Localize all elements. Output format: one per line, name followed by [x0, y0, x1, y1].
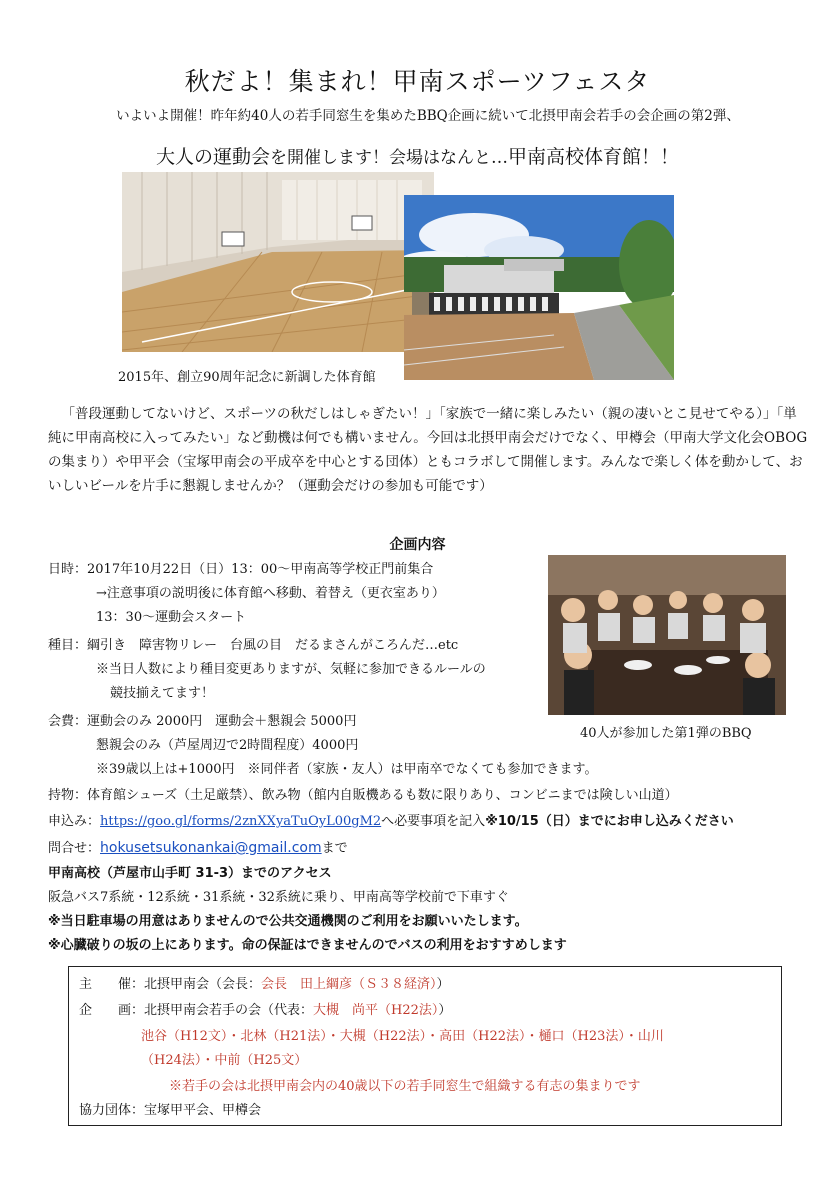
events-value: 綱引き 障害物リレー 台風の目 だるまさんがころんだ…etc — [87, 638, 459, 653]
intro-line-1: いよいよ開催！昨年約40人の若手同窓生を集めたBBQ企画に続いて北摂甲南会若手の会企画の第2弾、 — [116, 108, 740, 124]
parking-note: ※当日駐車場の用意はありませんので公共交通機関のご利用をお願いいたします。 — [48, 914, 528, 929]
contact-email-link[interactable]: hokusetsukonankai@gmail.com — [100, 840, 322, 856]
date-row — [48, 560, 433, 580]
fee-label: 会費： — [48, 714, 88, 729]
date-row-2: →注意事項の説明後に体育館へ移動、着替え（更衣室あり） — [96, 586, 445, 601]
intro-highlight: 大人の運動会 — [155, 146, 270, 168]
apply-deadline: ※10/15（日）までにお申し込みください — [485, 814, 734, 829]
coop-row — [79, 1101, 261, 1121]
events-note-1: ※当日人数により種目変更ありますが、気軽に参加できるルールの — [96, 662, 486, 677]
fee-row-3: ※39歳以上は+1000円 ※同伴者（家族・友人）は甲南卒でなくても参加できます。 — [96, 762, 598, 777]
access-text: 阪急バス7系統・12系統・31系統・32系統に乗り、甲南高等学校前で下車すぐ — [48, 890, 509, 905]
host-suffix: ） — [436, 977, 450, 992]
host-prefix: 北摂甲南会（会長： — [144, 977, 262, 992]
host-row — [79, 975, 450, 995]
bring-row — [48, 786, 678, 806]
fee-row-2: 懇親会のみ（芦屋周辺で2時間程度）4000円 — [96, 738, 359, 753]
slope-note: ※心臓破りの坂の上にあります。命の保証はできませんのでバスの利用をおすすめします — [48, 938, 567, 953]
plan-prefix: 北摂甲南会若手の会（代表： — [144, 1003, 314, 1018]
date-label: 日時： — [48, 562, 88, 577]
intro-line-2 — [0, 142, 835, 169]
intro-venue: 甲南高校体育館！！ — [508, 146, 680, 168]
intro-text: を開催します！会場はなんと… — [270, 148, 508, 168]
coop-value: 宝塚甲平会、甲樽会 — [144, 1103, 262, 1118]
fee-value-1: 運動会のみ 2000円 運動会＋懇親会 5000円 — [87, 714, 357, 729]
date-value: 2017年10月22日（日）13：00～甲南高等学校正門前集合 — [87, 562, 434, 577]
bring-label: 持物： — [48, 788, 88, 803]
gym-caption: 2015年、創立90周年記念に新調した体育館 — [118, 370, 376, 385]
plan-suffix: ） — [438, 1003, 452, 1018]
page-title: 秋だよ！集まれ！甲南スポーツフェスタ — [184, 67, 651, 96]
bbq-caption: 40人が参加した第1弾のBBQ — [580, 726, 752, 741]
date-row-3: 13：30～運動会スタート — [96, 610, 247, 625]
access-heading: 甲南高校（芦屋市山手町 31-3）までのアクセス — [48, 866, 332, 881]
invitation-paragraph — [48, 402, 808, 498]
events-row — [48, 636, 458, 656]
bring-value: 体育館シューズ（土足厳禁）、飲み物（館内自販機あるも数に限りあり、コンビニまでは険しい山道） — [87, 788, 678, 803]
apply-link[interactable]: https://goo.gl/forms/2znXXyaTuOyL00gM2 — [100, 814, 382, 829]
gym-photo — [122, 172, 434, 352]
plan-label: 企 画： — [79, 1003, 145, 1018]
events-note-2: 競技揃えてます！ — [110, 686, 215, 701]
apply-instruction: へ必要事項を記入 — [381, 814, 486, 829]
contact-label: 問合せ： — [48, 841, 101, 856]
host-name: 会長 田上綱彦（Ｓ３８経済） — [261, 977, 437, 992]
coop-label: 協力団体： — [79, 1103, 145, 1118]
fee-row — [48, 712, 356, 732]
contact-row — [48, 838, 348, 859]
host-label: 主 催： — [79, 977, 145, 992]
organizers-box — [68, 966, 782, 1126]
plan-row — [79, 1001, 451, 1021]
school-grounds-photo — [404, 195, 674, 380]
members-row-1: 池谷（H12文）・北林（H21法）・大槻（H22法）・高田（H22法）・樋口（H23法）・山川 — [141, 1029, 664, 1044]
invitation-text: 「普段運動してないけど、スポーツの秋だしはしゃぎたい！」「家族で一緒に楽しみたい（親の凄いとこ見せてやる）」「単純に甲南高校に入ってみたい」など動機は何でも構いません。今回は北摂甲南会だけでなく、甲樽会（甲南大学文化会OBOGの集まり）や甲平会（宝塚甲南会の平成卒を中心とする団体）ともコラボして開催します。みんなで楽しく体を動かして、おいしいビールを片手に懇親しませんか？（運動会だけの参加も可能です） — [48, 406, 808, 494]
youth-note: ※若手の会は北摂甲南会内の40歳以下の若手同窓生で組織する有志の集まりです — [169, 1079, 641, 1094]
apply-label: 申込み： — [48, 814, 101, 829]
members-row-2: （H24法）・中前（H25文） — [141, 1053, 308, 1068]
apply-row — [48, 812, 734, 832]
events-label: 種目： — [48, 638, 88, 653]
bbq-photo — [548, 555, 786, 715]
plan-heading: 企画内容 — [389, 537, 446, 553]
plan-name: 大槻 尚平（H22法） — [313, 1003, 439, 1018]
contact-suffix: まで — [321, 841, 348, 856]
